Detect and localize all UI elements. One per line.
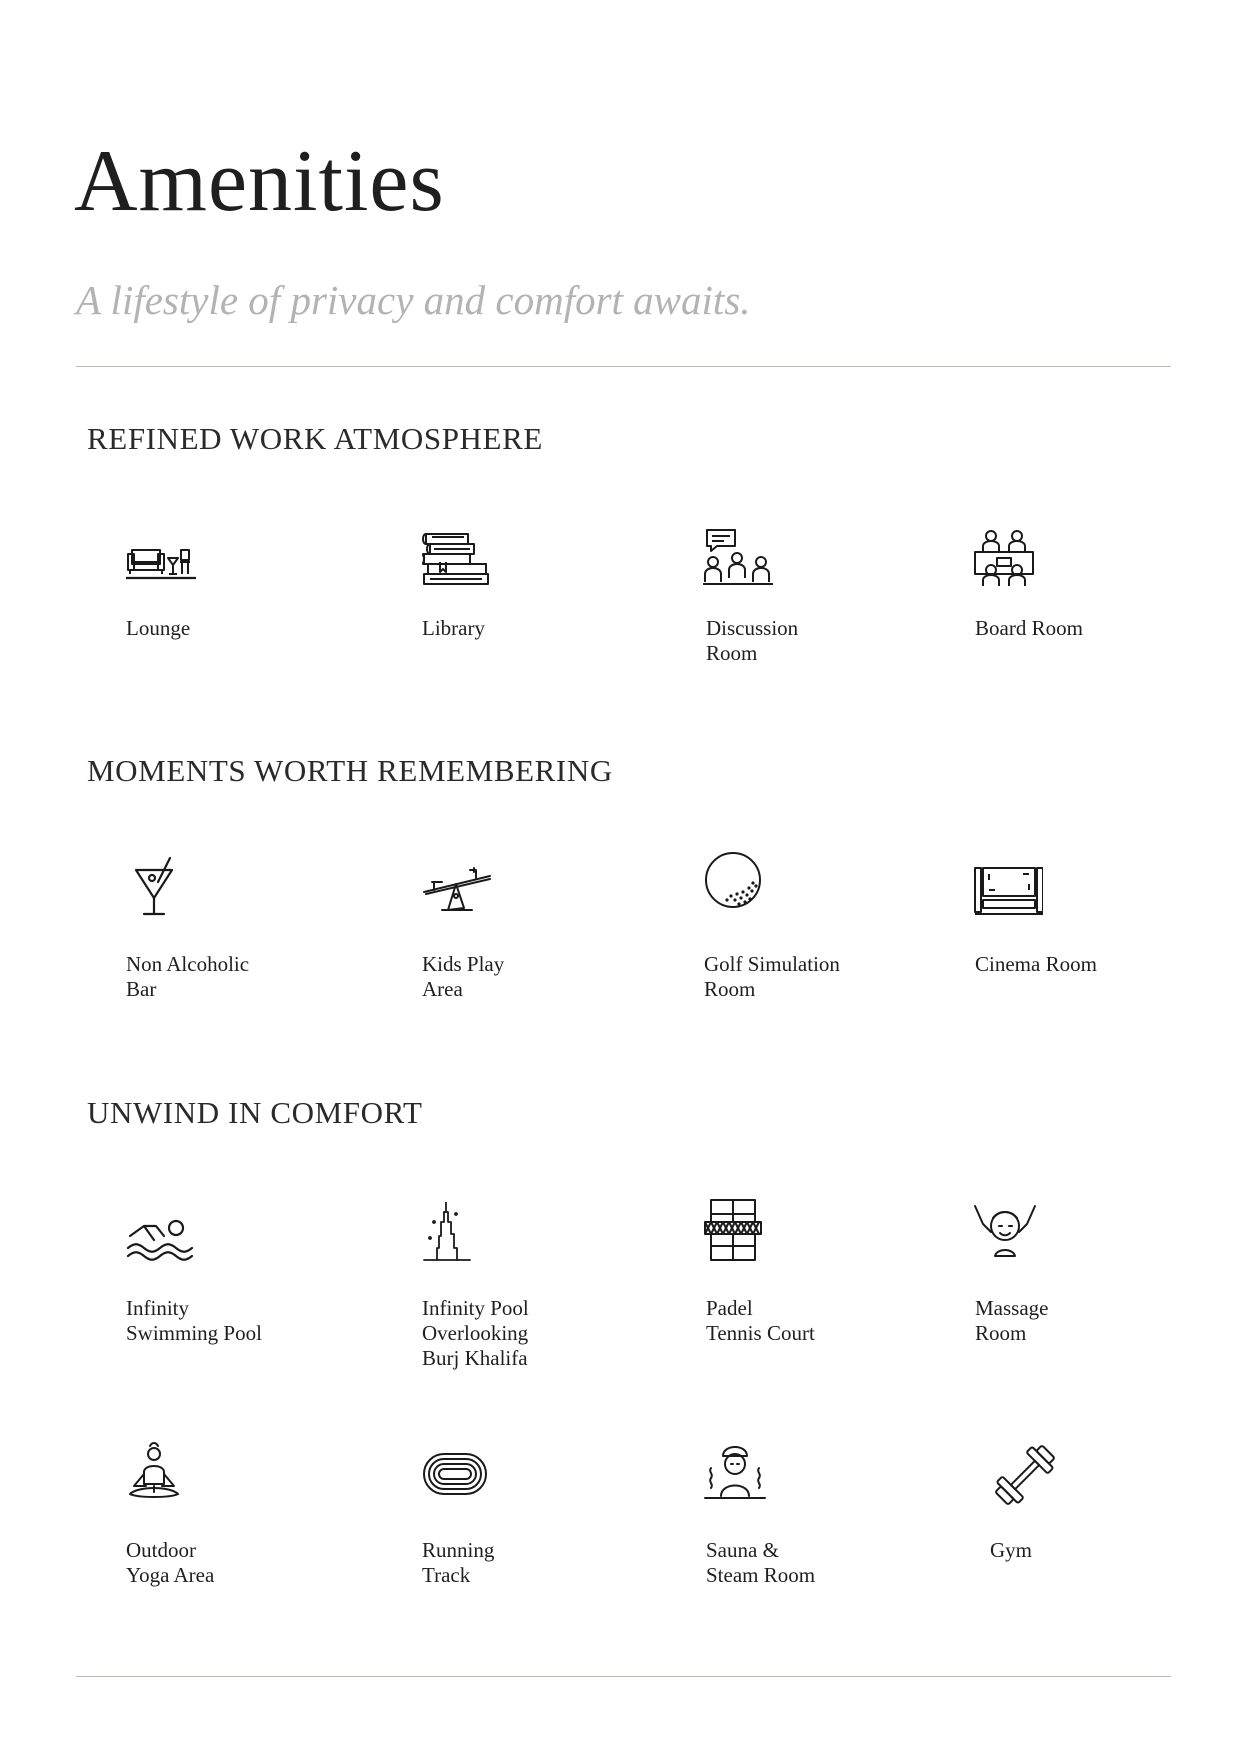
top-divider	[76, 366, 1171, 367]
swimmer-icon	[126, 1202, 196, 1272]
running-track-icon	[422, 1442, 492, 1512]
yoga-icon	[126, 1442, 196, 1512]
section-heading-unwind: UNWIND IN COMFORT	[87, 1095, 423, 1130]
amenity-label-golf-simulation-room: Golf Simulation Room	[704, 952, 840, 1001]
cinema-screen-icon	[973, 856, 1043, 926]
padel-court-icon	[703, 1196, 773, 1266]
amenity-label-lounge: Lounge	[126, 616, 191, 640]
sauna-icon	[703, 1440, 773, 1510]
amenity-label-discussion-room: Discussion Room	[706, 616, 799, 665]
amenity-label-board-room: Board Room	[975, 616, 1083, 640]
amenity-label-running-track: Running Track	[422, 1538, 495, 1587]
sofa-icon	[126, 528, 196, 598]
amenity-label-library: Library	[422, 616, 485, 640]
section-heading-moments: MOMENTS WORTH REMEMBERING	[87, 753, 613, 788]
page-title: Amenities	[74, 133, 445, 230]
amenity-label-outdoor-yoga-area: Outdoor Yoga Area	[126, 1538, 215, 1587]
amenity-label-massage-room: Massage Room	[975, 1296, 1049, 1345]
amenity-label-non-alcoholic-bar: Non Alcoholic Bar	[126, 952, 250, 1001]
seesaw-icon	[422, 856, 492, 926]
amenity-label-kids-play-area: Kids Play Area	[422, 952, 505, 1001]
golf-ball-icon	[703, 850, 773, 920]
massage-icon	[973, 1202, 1043, 1272]
discussion-icon	[703, 528, 773, 598]
burj-khalifa-icon	[422, 1202, 492, 1272]
dumbbell-icon	[990, 1440, 1060, 1510]
amenity-label-infinity-pool-burj-khalifa: Infinity Pool Overlooking Burj Khalifa	[422, 1296, 529, 1370]
books-icon	[422, 528, 492, 598]
amenity-label-sauna-steam-room: Sauna & Steam Room	[706, 1538, 816, 1587]
section-heading-work: REFINED WORK ATMOSPHERE	[87, 421, 543, 456]
bottom-divider	[76, 1676, 1171, 1677]
board-room-icon	[973, 528, 1043, 598]
amenity-label-cinema-room: Cinema Room	[975, 952, 1097, 976]
amenity-label-padel-tennis-court: Padel Tennis Court	[706, 1296, 815, 1345]
cocktail-icon	[126, 856, 196, 926]
amenity-label-infinity-swimming-pool: Infinity Swimming Pool	[126, 1296, 262, 1345]
page-subtitle: A lifestyle of privacy and comfort awaits.	[76, 277, 751, 323]
amenity-label-gym: Gym	[990, 1538, 1032, 1562]
